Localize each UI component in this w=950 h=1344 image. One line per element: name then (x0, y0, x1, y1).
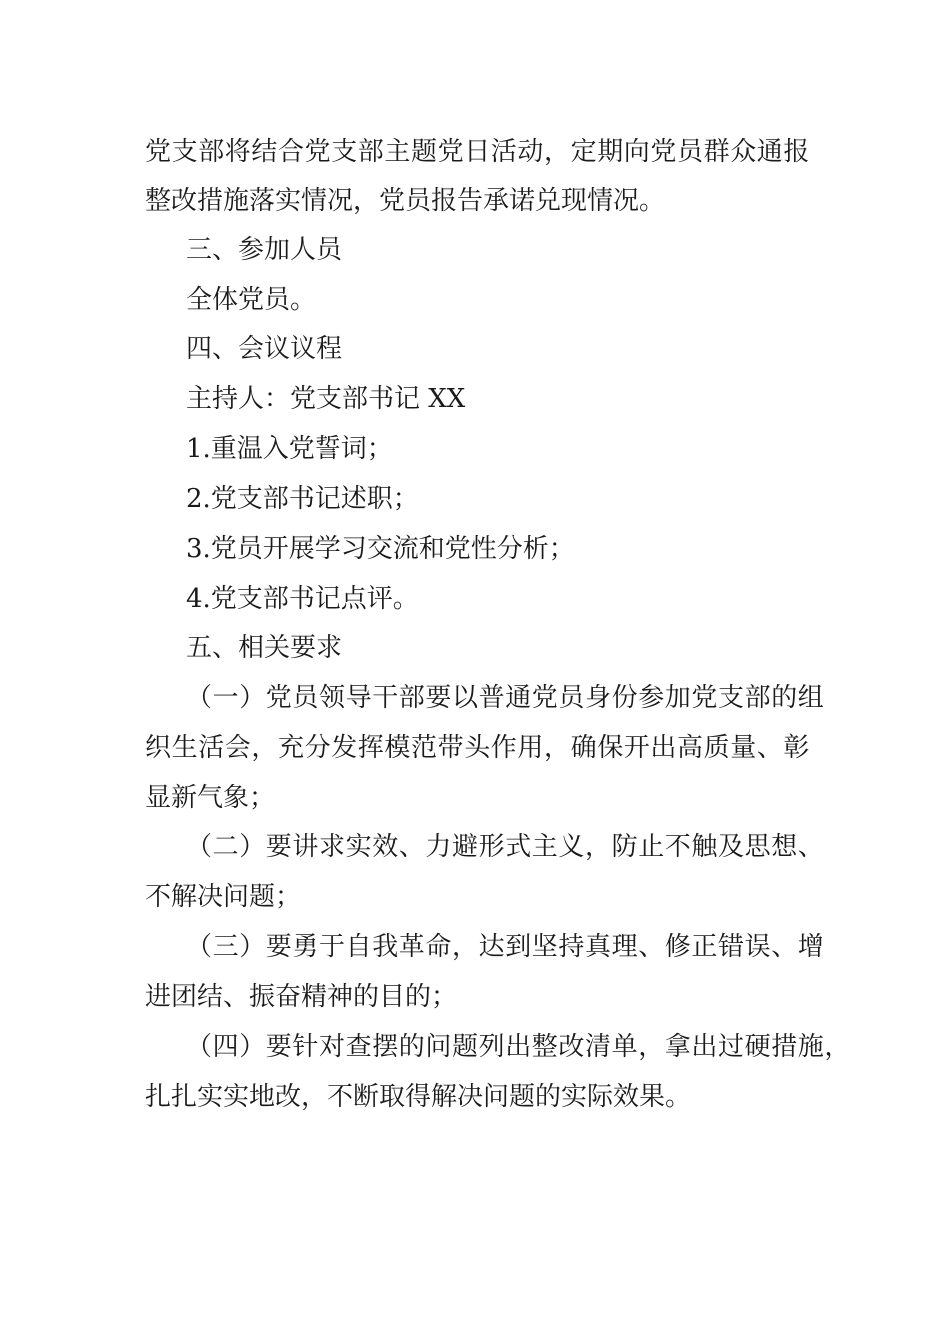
section-heading-requirements: 五、相关要求 (186, 633, 343, 663)
agenda-item: 4.党支部书记点评。 (186, 584, 419, 614)
requirement-line: 进团结、振奋精神的目的； (145, 982, 458, 1012)
paragraph-line: 整改措施落实情况，党员报告承诺兑现情况。 (145, 186, 666, 216)
requirement-line: 扎扎实实地改，不断取得解决问题的实际效果。 (145, 1082, 692, 1112)
requirement-line: 显新气象； (145, 783, 276, 813)
requirement-line: （二）要讲求实效、力避形式主义，防止不触及思想、 (186, 832, 825, 862)
paragraph-line: 全体党员。 (186, 285, 317, 315)
section-heading-participants: 三、参加人员 (186, 235, 343, 265)
requirement-line: 不解决问题； (145, 882, 302, 912)
requirement-line: （三）要勇于自我革命，达到坚持真理、修正错误、增 (186, 932, 825, 962)
agenda-item: 3.党员开展学习交流和党性分析； (186, 534, 575, 564)
agenda-item: 1.重温入党誓词； (186, 434, 393, 464)
requirement-line: （一）党员领导干部要以普通党员身份参加党支部的组 (186, 683, 825, 713)
requirement-line: 织生活会，充分发挥模范带头作用，确保开出高质量、彰 (145, 733, 811, 763)
agenda-item: 2.党支部书记述职； (186, 484, 419, 514)
paragraph-line: 党支部将结合党支部主题党日活动，定期向党员群众通报 (145, 137, 811, 167)
requirement-line: （四）要针对查摆的问题列出整改清单，拿出过硬措施， (186, 1032, 852, 1062)
section-heading-agenda: 四、会议议程 (186, 334, 343, 364)
host-line: 主持人：党支部书记 XX (186, 384, 466, 414)
